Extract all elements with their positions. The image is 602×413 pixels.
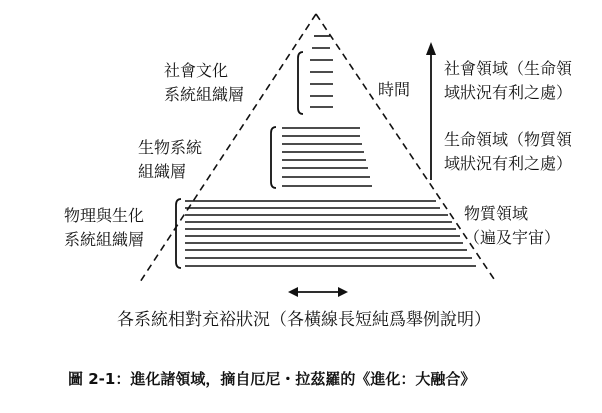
physical-bracket: [176, 199, 181, 268]
socio-cultural-label-line2: 系統組織層: [164, 85, 245, 104]
biological-label-line1: 生物系統: [138, 138, 203, 157]
social-domain-label-line1: 社會領域（生命領: [444, 59, 573, 78]
socio-cultural-layer-lines: [310, 36, 333, 107]
matter-domain-label-line2: （遍及宇宙）: [464, 228, 561, 247]
physical-layer-lines: [185, 201, 476, 266]
figure-caption: 圖 2-1：進化諸領域，摘自厄尼・拉茲羅的《進化：大融合》: [68, 370, 476, 388]
biological-bracket: [271, 127, 276, 188]
physical-label-line1: 物理與生化: [64, 206, 145, 225]
time-label: 時間: [378, 80, 411, 99]
life-domain-label-line1: 生命領域（物質領: [444, 130, 573, 149]
socio-cultural-bracket: [298, 52, 303, 114]
biological-layer-label: [138, 140, 202, 180]
biological-layer-lines: [282, 128, 372, 186]
abundance-double-arrow: [288, 287, 348, 297]
abundance-note: 各系統相對充裕狀況（各橫線長短純爲舉例說明）: [117, 310, 491, 330]
life-domain-label-line2: 域狀況有利之處）: [444, 154, 573, 173]
socio-cultural-label-line1: 社會文化: [164, 61, 229, 80]
physical-layer-label: [64, 208, 144, 248]
socio-cultural-layer-label: [164, 63, 244, 103]
physical-label-line2: 系統組織層: [64, 230, 145, 249]
time-arrow: [426, 42, 436, 180]
matter-domain-label: [464, 206, 560, 246]
social-domain-label: [444, 61, 572, 101]
biological-label-line2: 組織層: [138, 162, 187, 181]
life-domain-label: [444, 132, 572, 172]
matter-domain-label-line1: 物質領域: [464, 204, 529, 223]
social-domain-label-line2: 域狀況有利之處）: [444, 83, 573, 102]
